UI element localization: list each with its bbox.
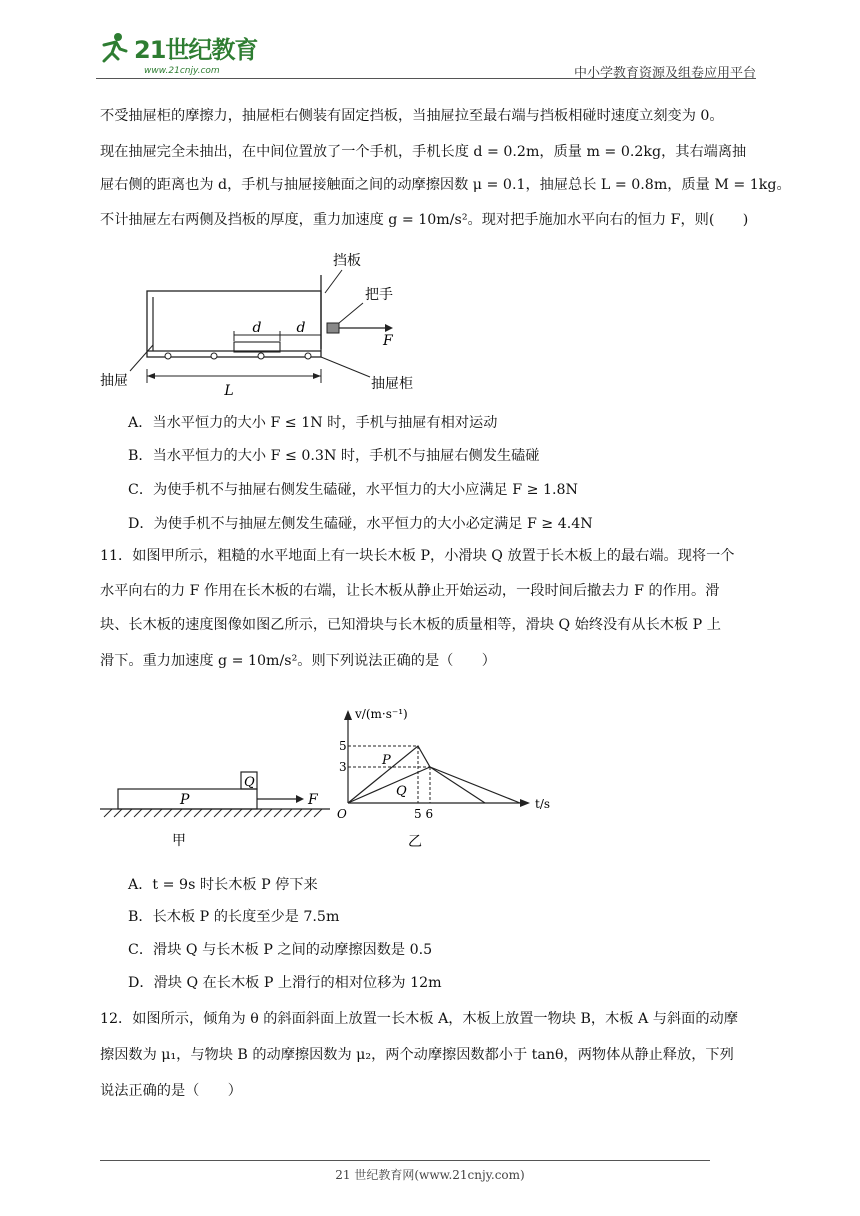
logo-text: 21世纪教育	[134, 36, 258, 64]
wheel	[258, 353, 264, 359]
wheel	[165, 353, 171, 359]
q11-text-line-3: 块、长木板的速度图像如图乙所示，已知滑块与长木板的质量相等，滑块 Q 始终没有从长木板 P 上	[100, 617, 721, 633]
label-d2: d	[296, 320, 306, 336]
q11-text-line-4: 滑下。重力加速度 g = 10m/s²。则下列说法正确的是（ ）	[100, 653, 496, 669]
header-platform-name: 中小学教育资源及组卷应用平台	[573, 66, 756, 81]
q12-text-line-3: 说法正确的是（ ）	[100, 1083, 242, 1099]
q10-text-line-4: 不计抽屉左右两侧及挡板的厚度，重力加速度 g = 10m/s²。现对把手施加水平向右的恒力 F，则( )	[100, 212, 749, 228]
v-axis-arrow	[344, 710, 352, 720]
label-handle: 把手	[365, 287, 393, 303]
q10-option-b: B．当水平恒力的大小 F ≤ 0.3N 时，手机不与抽屉右侧发生磕碰	[128, 448, 540, 464]
q10-option-a: A．当水平恒力的大小 F ≤ 1N 时，手机与抽屉有相对运动	[128, 415, 498, 431]
label-cabinet: 抽屉柜	[371, 376, 413, 392]
q11-option-b: B．长木板 P 的长度至少是 7.5m	[128, 909, 340, 925]
q10-option-c: C．为使手机不与抽屉右侧发生磕碰，水平恒力的大小应满足 F ≥ 1.8N	[128, 482, 578, 498]
caption-jia: 甲	[172, 833, 186, 849]
header-divider	[96, 78, 756, 79]
wheel	[305, 353, 311, 359]
ground-hatch	[104, 809, 322, 817]
label-F: F	[383, 333, 393, 349]
v-axis-label: v/(m·s⁻¹)	[355, 707, 408, 721]
figure-jia	[100, 765, 335, 855]
q11-text-line-1: 11．如图甲所示，粗糙的水平地面上有一块长木板 P，小滑块 Q 放置于长木板上的最右端。现将一个	[100, 548, 735, 564]
wheel	[211, 353, 217, 359]
footer-divider	[100, 1160, 710, 1161]
force-arrowhead	[385, 324, 393, 332]
q10-text-line-2: 现在抽屉完全未抽出，在中间位置放了一个手机，手机长度 d = 0.2m，质量 m = 0.2kg，其右端离抽	[100, 144, 747, 160]
label-block-Q: Q	[244, 775, 255, 790]
handle-leader	[339, 303, 363, 323]
page-header	[96, 30, 756, 80]
curve-Q	[348, 767, 520, 803]
q11-option-c: C．滑块 Q 与长木板 P 之间的动摩擦因数是 0.5	[128, 942, 433, 958]
t-ticks: 5 6	[414, 807, 434, 821]
drawer-leader	[130, 345, 153, 371]
t-axis-arrow	[520, 799, 530, 807]
origin-label: O	[337, 807, 347, 821]
footer-text: 21 世纪教育网(www.21cnjy.com)	[335, 1168, 525, 1182]
site-logo	[96, 30, 257, 65]
t-axis-label: t/s	[535, 797, 551, 811]
force-arrowhead	[296, 795, 304, 803]
caption-yi: 乙	[408, 834, 422, 850]
cabinet-leader	[321, 357, 370, 377]
q12-text-line-1: 12．如图所示，倾角为 θ 的斜面斜面上放置一长木板 A，木板上放置一物块 B，木板 A 与斜面的动摩	[100, 1011, 738, 1027]
label-drawer: 抽屉	[100, 373, 128, 389]
q12-text-line-2: 擦因数为 μ₁，与物块 B 的动摩擦因数为 μ₂，两个动摩擦因数都小于 tanθ，两物体从静止释放，下列	[100, 1047, 734, 1063]
drawer-figure	[95, 245, 455, 405]
handle	[327, 323, 339, 333]
label-force-F: F	[308, 792, 318, 808]
dim-arrowhead	[313, 373, 321, 379]
v-tick-3: 3	[339, 760, 347, 774]
label-L: L	[224, 383, 234, 399]
label-d1: d	[252, 320, 262, 336]
q10-text-line-1: 不受抽屉柜的摩擦力，抽屉柜右侧装有固定挡板，当抽屉拉至最右端与挡板相碰时速度立刻变为 0。	[100, 108, 724, 124]
label-baffle: 挡板	[333, 253, 361, 269]
baffle-leader	[325, 270, 342, 293]
dim-arrowhead	[147, 373, 155, 379]
figure-yi-vt-graph	[330, 700, 565, 860]
v-tick-5: 5	[339, 739, 347, 753]
label-board-P: P	[180, 792, 190, 808]
q11-option-a: A．t = 9s 时长木板 P 停下来	[128, 877, 318, 893]
logo-subtitle: www.21cnjy.com	[144, 66, 220, 76]
q10-option-d: D．为使手机不与抽屉左侧发生磕碰，水平恒力的大小必定满足 F ≥ 4.4N	[128, 516, 593, 532]
curve-P-label: P	[382, 753, 391, 768]
runner-icon	[96, 31, 130, 65]
curve-Q-label: Q	[396, 784, 407, 799]
q11-text-line-2: 水平向右的力 F 作用在长木板的右端，让长木板从静止开始运动，一段时间后撤去力 F 的作用。滑	[100, 583, 720, 599]
q10-text-line-3: 屉右侧的距离也为 d，手机与抽屉接触面之间的动摩擦因数 μ = 0.1，抽屉总长 L = 0.8m，质量 M = 1kg。	[100, 177, 791, 193]
q11-option-d: D．滑块 Q 在长木板 P 上滑行的相对位移为 12m	[128, 975, 442, 991]
